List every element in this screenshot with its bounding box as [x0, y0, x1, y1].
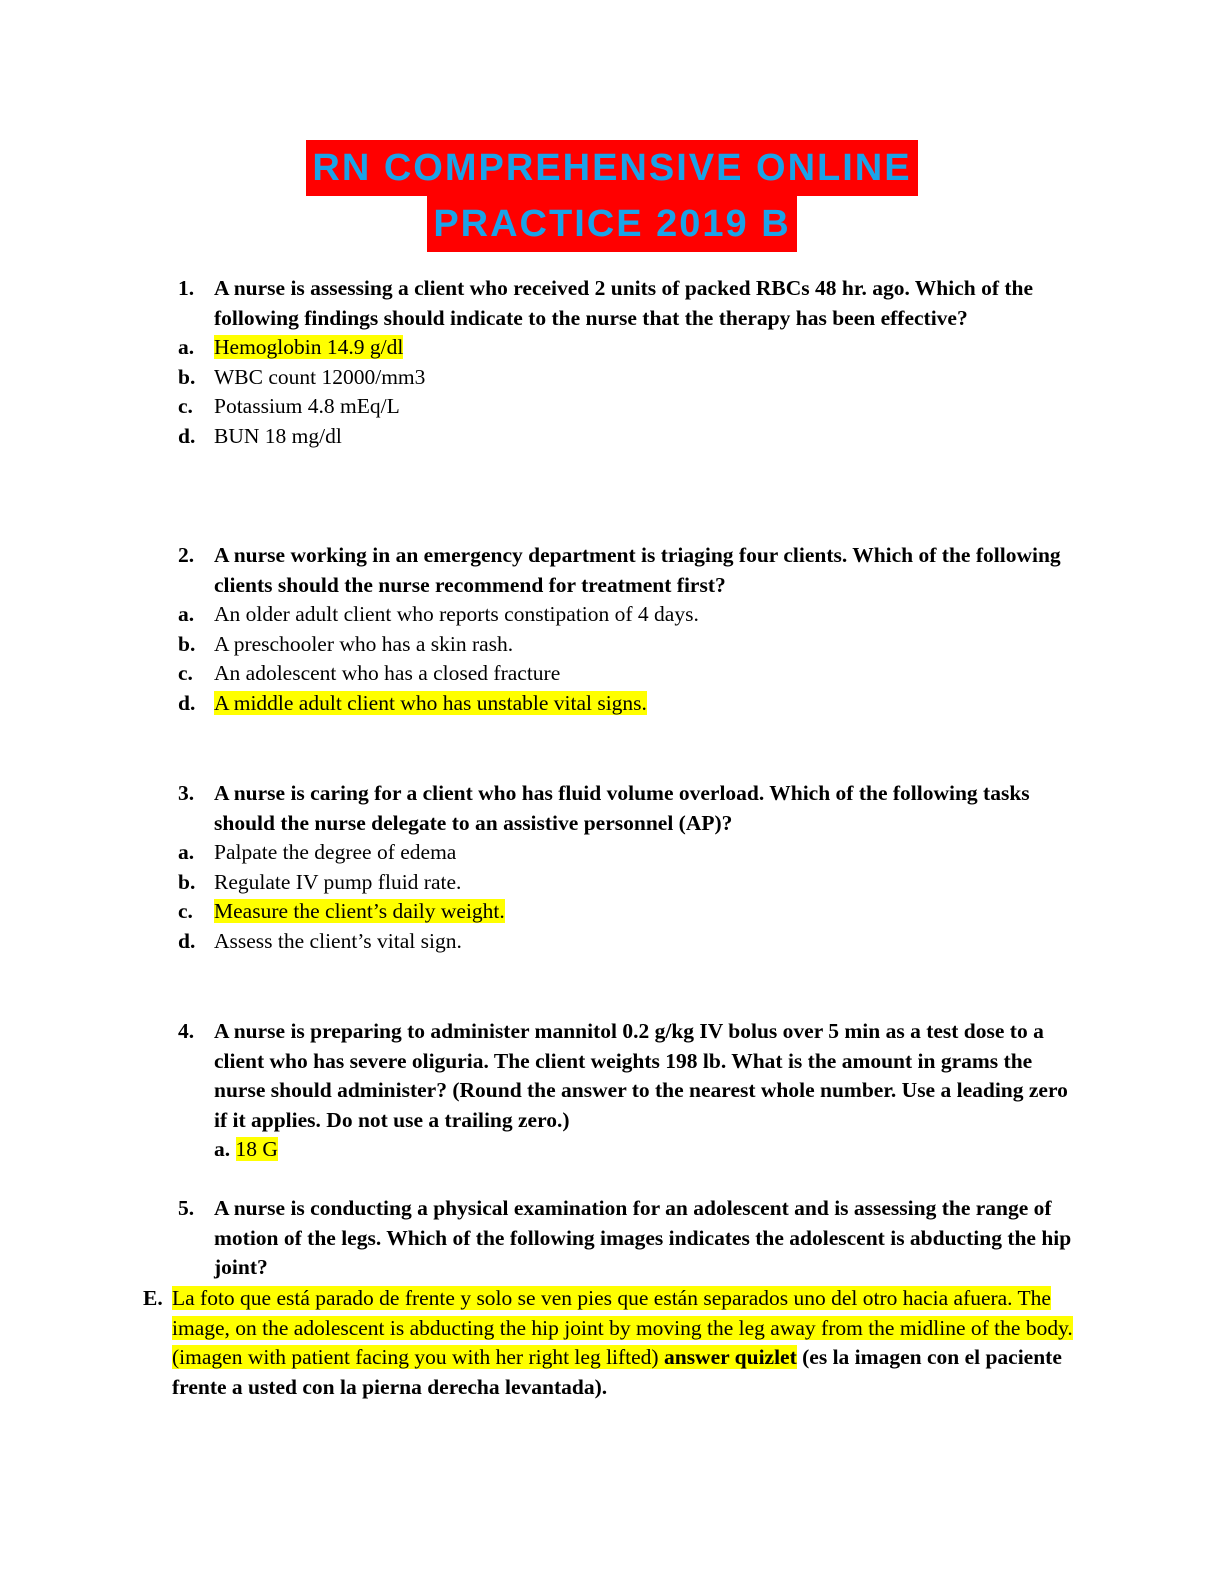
option-letter: d.: [178, 690, 196, 715]
question-1: [178, 274, 1078, 451]
option: [178, 422, 1078, 452]
title-line-1: RN COMPREHENSIVE ONLINE: [306, 140, 917, 196]
question-number: 5.: [178, 1196, 195, 1220]
question-2: [178, 541, 1078, 718]
option-text: Regulate IV pump fluid rate.: [214, 869, 462, 894]
option: [178, 630, 1078, 660]
option: [178, 868, 1078, 898]
option-text: Potassium 4.8 mEq/L: [214, 394, 400, 418]
question-5: [178, 1194, 1078, 1283]
option-text-highlighted: Hemoglobin 14.9 g/dl: [214, 335, 404, 359]
option-text: BUN 18 mg/dl: [214, 423, 342, 448]
question-number: 3.: [178, 781, 195, 805]
option-letter: a.: [178, 602, 195, 626]
option-letter: c.: [178, 899, 193, 923]
question-3: [178, 779, 1078, 956]
option-letter: c.: [178, 394, 193, 418]
title-line-2: PRACTICE 2019 B: [427, 196, 796, 252]
answer-text-highlighted: 18 G: [235, 1137, 278, 1161]
option-text: A preschooler who has a skin rash.: [214, 631, 514, 656]
answer-letter: E.: [143, 1286, 163, 1310]
option: [178, 659, 1078, 689]
option: [178, 838, 1078, 868]
option-letter: a.: [178, 335, 195, 359]
option-letter: c.: [178, 661, 193, 685]
option-text: WBC count 12000/mm3: [214, 364, 426, 389]
option: [178, 392, 1078, 422]
option-letter: d.: [178, 928, 196, 953]
question-stem: A nurse is preparing to administer mannitol 0.2 g/kg IV bolus over 5 min as a test dose to a client who has severe oliguria. The client weights 198 lb. What is the amount in grams the nurse should administer? (Round the answer to the nearest whole number. Use a leading zero if it applies. Do not use a trailing zero.): [214, 1019, 1068, 1132]
question-number: 2.: [178, 543, 195, 567]
option-letter: a.: [178, 840, 195, 864]
option-letter: d.: [178, 423, 196, 448]
question-number: 4.: [178, 1019, 195, 1043]
option-text: An older adult client who reports constipation of 4 days.: [214, 602, 699, 626]
answer-translation: (es la imagen con el paciente frente a usted con la pierna derecha levantada).: [172, 1345, 1062, 1399]
option-text: Palpate the degree of edema: [214, 840, 457, 864]
option: [178, 600, 1078, 630]
document-title: [0, 140, 1224, 252]
question-stem: A nurse is caring for a client who has fluid volume overload. Which of the following tasks should the nurse delegate to an assistive personnel (AP)?: [214, 781, 1030, 835]
option: [178, 363, 1078, 393]
answer-letter: a.: [214, 1137, 231, 1161]
option-letter: b.: [178, 869, 196, 894]
option-letter: b.: [178, 364, 196, 389]
question-4: [178, 1017, 1078, 1165]
question-stem: A nurse is assessing a client who received 2 units of packed RBCs 48 hr. ago. Which of the following findings should indicate to the nurse that the therapy has been effective?: [214, 276, 1034, 330]
option: [178, 689, 1078, 719]
option: [178, 333, 1078, 363]
question-5-answer: [143, 1284, 1083, 1402]
option-text-highlighted: A middle adult client who has unstable vital signs.: [214, 690, 647, 715]
option-text: Assess the client’s vital sign.: [214, 928, 462, 953]
option: [178, 927, 1078, 957]
option-text-highlighted: Measure the client’s daily weight.: [214, 899, 505, 923]
answer-source-highlighted: answer quizlet: [663, 1345, 797, 1369]
answer-line: [178, 1135, 1078, 1165]
question-number: 1.: [178, 276, 195, 300]
option-text: An adolescent who has a closed fracture: [214, 661, 561, 685]
option: [178, 897, 1078, 927]
question-stem: A nurse working in an emergency department is triaging four clients. Which of the following clients should the nurse recommend for treatment first?: [214, 543, 1061, 597]
option-letter: b.: [178, 631, 196, 656]
answer-text-highlighted: La foto que está parado de frente y solo se ven pies que están separados uno del otro hacia afuera. The image, on the adolescent is abducting the hip joint by moving the leg away from the midline of the body. (imagen with patient facing you with her right leg lifted): [172, 1286, 1073, 1369]
question-stem: A nurse is conducting a physical examination for an adolescent and is assessing the range of motion of the legs. Which of the following images indicates the adolescent is abducting the hip joint?: [214, 1196, 1072, 1279]
